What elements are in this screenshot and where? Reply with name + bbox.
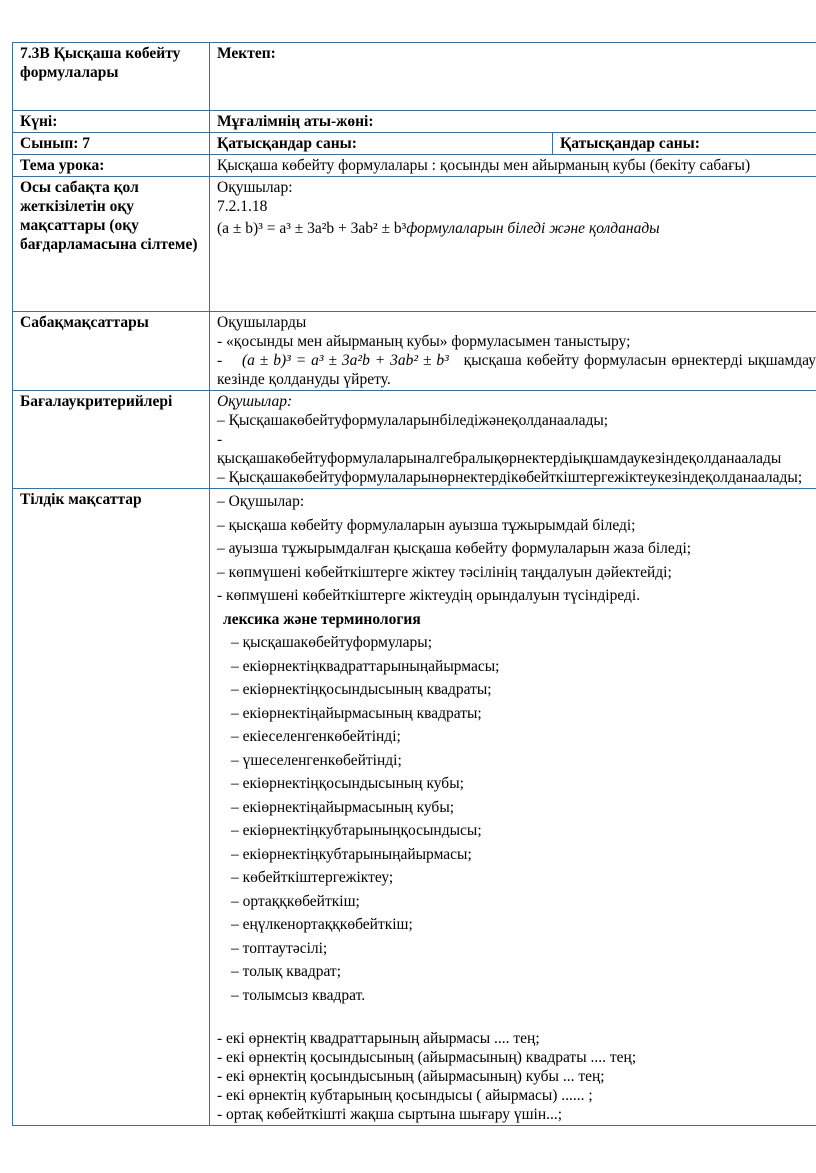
vocab-item: – еңүлкенортаққкөбейткіш; xyxy=(231,916,413,933)
language-intro: – Оқушылар: xyxy=(217,493,305,510)
phrase-item: - екі өрнектің қосындысының (айырмасының) квадраты .... тең; xyxy=(217,1049,637,1066)
assessment-intro: Оқушылар: xyxy=(217,393,293,410)
language-label: Тілдік мақсаттар xyxy=(13,489,210,1126)
grade-label: Сынып: 7 xyxy=(13,133,210,155)
objectives-label: Осы сабақта қол жеткізілетін оқу мақсаттары (оқу бағдарламасына сілтеме) xyxy=(13,177,210,312)
vocab-heading: лексика және терминология xyxy=(223,610,421,628)
date-label: Күні: xyxy=(13,111,210,133)
topic-code: 7.3В Қысқаша көбейту формулалары xyxy=(13,43,210,111)
topic-label: Тема урока: xyxy=(13,155,210,177)
objectives-intro: Оқушылар: xyxy=(217,179,293,196)
phrase-item: - ортақ көбейткішті жақша сыртына шығару үшін...; xyxy=(217,1106,563,1123)
objectives-formula: (a ± b)³ = a³ ± 3a²b + 3ab² ± b³ xyxy=(217,220,407,237)
objectives-cell xyxy=(210,177,816,312)
skill-item: – ауызша тұжырымдалған қысқаша көбейту формулаларын жаза біледі; xyxy=(217,540,692,557)
lesson-goals-line1: - «қосынды мен айырманың кубы» формуласымен таныстыру; xyxy=(217,333,631,350)
phrase-item: - екі өрнектің кубтарының қосындысы ( айырмасы) ...... ; xyxy=(217,1087,593,1104)
vocab-item: – топтаутәсілі; xyxy=(231,939,328,957)
assessment-label: Бағалаукритерийлері xyxy=(13,391,210,489)
vocab-item: – ортаққкөбейткіш; xyxy=(231,892,360,910)
lesson-goals-label: Сабақмақсаттары xyxy=(13,312,210,391)
vocab-item: – үшеселенгенкөбейтінді; xyxy=(231,751,402,769)
assessment-item: қысқашакөбейтуформулаларыналгебралықөрнектердіықшамдаукезіндеқолданаалады xyxy=(217,450,782,467)
vocab-item: – екіөрнектіңайырмасының квадраты; xyxy=(231,704,482,722)
teacher-label: Мұғалімнің аты-жөні: xyxy=(210,111,816,133)
vocab-item: – көбейткіштергежіктеу; xyxy=(231,869,394,886)
topic-value: Қысқаша көбейту формулалары : қосынды мен айырманың кубы (бекіту сабағы) xyxy=(210,155,816,177)
objectives-formula-suffix: формулаларын біледі және қолданады xyxy=(406,220,660,237)
assessment-cell xyxy=(210,391,816,489)
assessment-item: – Қысқашакөбейтуформулаларынбіледіжәнеқолданаалады; xyxy=(217,412,609,429)
lesson-plan-table xyxy=(12,42,816,1126)
participants-label-1: Қатысқандар саны: xyxy=(210,133,553,155)
assessment-item: – Қысқашакөбейтуформулаларынөрнектердікөбейткіштергежіктеукезіндеқолданаалады; xyxy=(217,469,803,486)
skill-item: – көпмүшені көбейткіштерге жіктеу тәсілінің таңдалуын дәйектейді; xyxy=(217,563,672,581)
objectives-code: 7.2.1.18 xyxy=(217,198,268,215)
vocab-item: – екіөрнектіңқосындысының квадраты; xyxy=(231,681,492,698)
lesson-goals-cell xyxy=(210,312,816,391)
lesson-goals-suffix: қысқаша көбейту формуласын өрнектерді ықшамдау кезінде қолдануды үйрету. xyxy=(217,352,816,388)
language-cell xyxy=(210,489,816,1126)
vocab-item: – екіөрнектіңқосындысының кубы; xyxy=(231,775,464,792)
vocab-item: – толық квадрат; xyxy=(231,963,342,980)
vocab-item: – толымсыз квадрат. xyxy=(231,986,366,1004)
lesson-goals-intro: Оқушыларды xyxy=(217,314,307,331)
vocab-item: – екіөрнектіңкубтарыныңайырмасы; xyxy=(231,845,472,863)
lesson-goals-dash: - xyxy=(217,352,223,369)
assessment-item: - xyxy=(217,431,223,448)
vocab-item: – қысқашакөбейтуформулары; xyxy=(231,634,433,651)
lesson-goals-formula: (a ± b)³ = a³ ± 3a²b + 3ab² ± b³ xyxy=(241,352,449,369)
participants-label-2: Қатысқандар саны: xyxy=(553,133,816,155)
phrase-item: - екі өрнектің квадраттарының айырмасы .... тең; xyxy=(217,1030,540,1047)
vocab-item: – екіөрнектіңквадраттарыныңайырмасы; xyxy=(231,657,500,675)
vocab-item: – екіөрнектіңайырмасының кубы; xyxy=(231,798,455,816)
phrase-item: - екі өрнектің қосындысының (айырмасының) кубы ... тең; xyxy=(217,1068,605,1085)
school-label: Мектеп: xyxy=(210,43,816,111)
skill-item: – қысқаша көбейту формулаларын ауызша тұжырымдай біледі; xyxy=(217,516,636,534)
skill-item: - көпмүшені көбейткіштерге жіктеудің орындалуын түсіндіреді. xyxy=(217,587,641,604)
vocab-item: – екіөрнектіңкубтарыныңқосындысы; xyxy=(231,822,482,839)
vocab-item: – екіеселенгенкөбейтінді; xyxy=(231,728,401,745)
